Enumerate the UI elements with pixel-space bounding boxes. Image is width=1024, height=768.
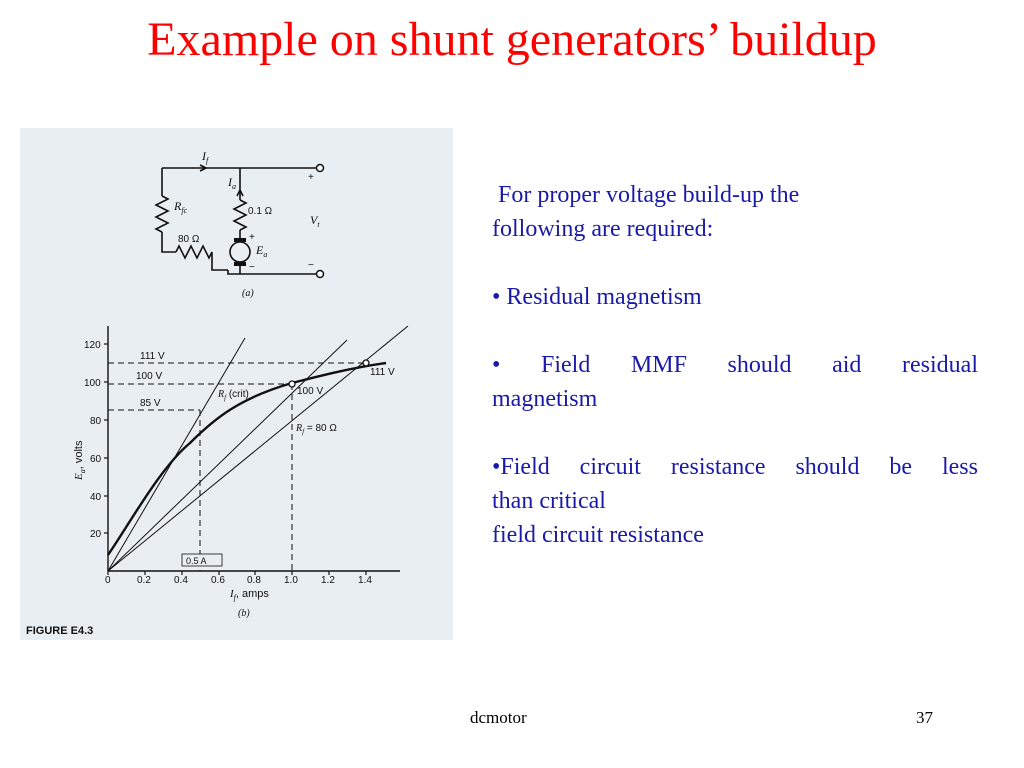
brush-top xyxy=(234,238,246,242)
svg-text:0.8: 0.8 xyxy=(247,575,261,586)
terminal-plus xyxy=(317,165,324,172)
svg-text:0.6: 0.6 xyxy=(211,575,225,586)
brush-bottom xyxy=(234,262,246,266)
svg-text:1.0: 1.0 xyxy=(284,575,298,586)
svg-text:−: − xyxy=(249,262,255,273)
svg-text:80 Ω: 80 Ω xyxy=(178,234,200,245)
svg-text:+: + xyxy=(308,172,314,183)
rfc-resistor xyxy=(156,196,168,232)
svg-text:1.2: 1.2 xyxy=(321,575,335,586)
field-resistor-80 xyxy=(176,246,212,258)
svg-text:If: $I_f$ xyxy=(202,149,209,165)
point-100v xyxy=(289,381,295,387)
bullet-field-mmf-line-2: magnetism xyxy=(492,386,598,412)
terminal-minus xyxy=(317,271,324,278)
svg-text:0.4: 0.4 xyxy=(174,575,188,586)
svg-text:100 V: 100 V xyxy=(136,371,163,382)
svg-text:120: 120 xyxy=(84,340,101,351)
svg-text:If, amps: $I_f$, amps xyxy=(230,588,269,602)
svg-text:0.1 Ω: 0.1 Ω xyxy=(248,206,273,217)
svg-text:80: 80 xyxy=(90,416,102,427)
svg-text:Ia: $I_a$ xyxy=(228,175,236,191)
bullet-field-resistance-line-1: •Field circuit resistance should be less xyxy=(492,454,978,480)
svg-text:100: 100 xyxy=(84,378,101,389)
intro-line-2: following are required: xyxy=(492,216,714,242)
circuit-diagram xyxy=(156,165,320,274)
svg-text:FIGURE E4.3: FIGURE E4.3 xyxy=(26,625,94,637)
svg-text:0.2: 0.2 xyxy=(137,575,151,586)
figure-e4-3 xyxy=(20,128,453,640)
svg-text:Rf (crit): $R_f$ (crit) xyxy=(218,389,249,402)
intro-line-1: For proper voltage build-up the xyxy=(498,182,800,208)
svg-text:Ea, volts: $E_a$, volts xyxy=(73,440,87,480)
svg-text:Rfc: $R_{fc}$ xyxy=(174,199,188,215)
svg-text:20: 20 xyxy=(90,529,102,540)
magnetization-graph xyxy=(73,326,408,619)
svg-text:111 V: 111 V xyxy=(370,367,395,378)
requirements-text xyxy=(492,178,978,552)
svg-text:(a): (a) xyxy=(242,288,254,299)
svg-text:−: − xyxy=(308,260,314,271)
svg-text:40: 40 xyxy=(90,492,102,503)
svg-text:100 V: 100 V xyxy=(297,386,324,397)
svg-text:60: 60 xyxy=(90,454,102,465)
armature-source xyxy=(230,242,250,262)
armature-resistor xyxy=(234,200,246,230)
bullet-field-resistance-line-3: field circuit resistance xyxy=(492,522,704,548)
bullet-field-mmf-line-1: • Field MMF should aid residual xyxy=(492,352,978,378)
bullet-field-resistance-line-2: than critical xyxy=(492,488,606,514)
figure-svg xyxy=(20,128,453,640)
svg-text:+: + xyxy=(249,232,255,243)
slide-title: Example on shunt generators’ buildup xyxy=(147,13,877,66)
svg-text:1.4: 1.4 xyxy=(358,575,372,586)
svg-text:(b): (b) xyxy=(238,608,250,619)
footer-title: dcmotor xyxy=(470,708,527,727)
svg-text:Vt: $V_t$ xyxy=(310,213,320,229)
bullet-residual-magnetism: • Residual magnetism xyxy=(492,284,702,310)
point-111v xyxy=(363,360,369,366)
svg-text:Ea: $E_a$ xyxy=(256,243,268,259)
svg-text:85 V: 85 V xyxy=(140,398,161,409)
svg-text:0: 0 xyxy=(105,575,111,586)
svg-text:Rf = 80 Ω: $R_f = 80$ Ω xyxy=(296,423,337,436)
page-number: 37 xyxy=(916,708,933,727)
svg-text:111 V: 111 V xyxy=(140,351,165,362)
svg-text:0.5 A: 0.5 A xyxy=(186,556,207,566)
